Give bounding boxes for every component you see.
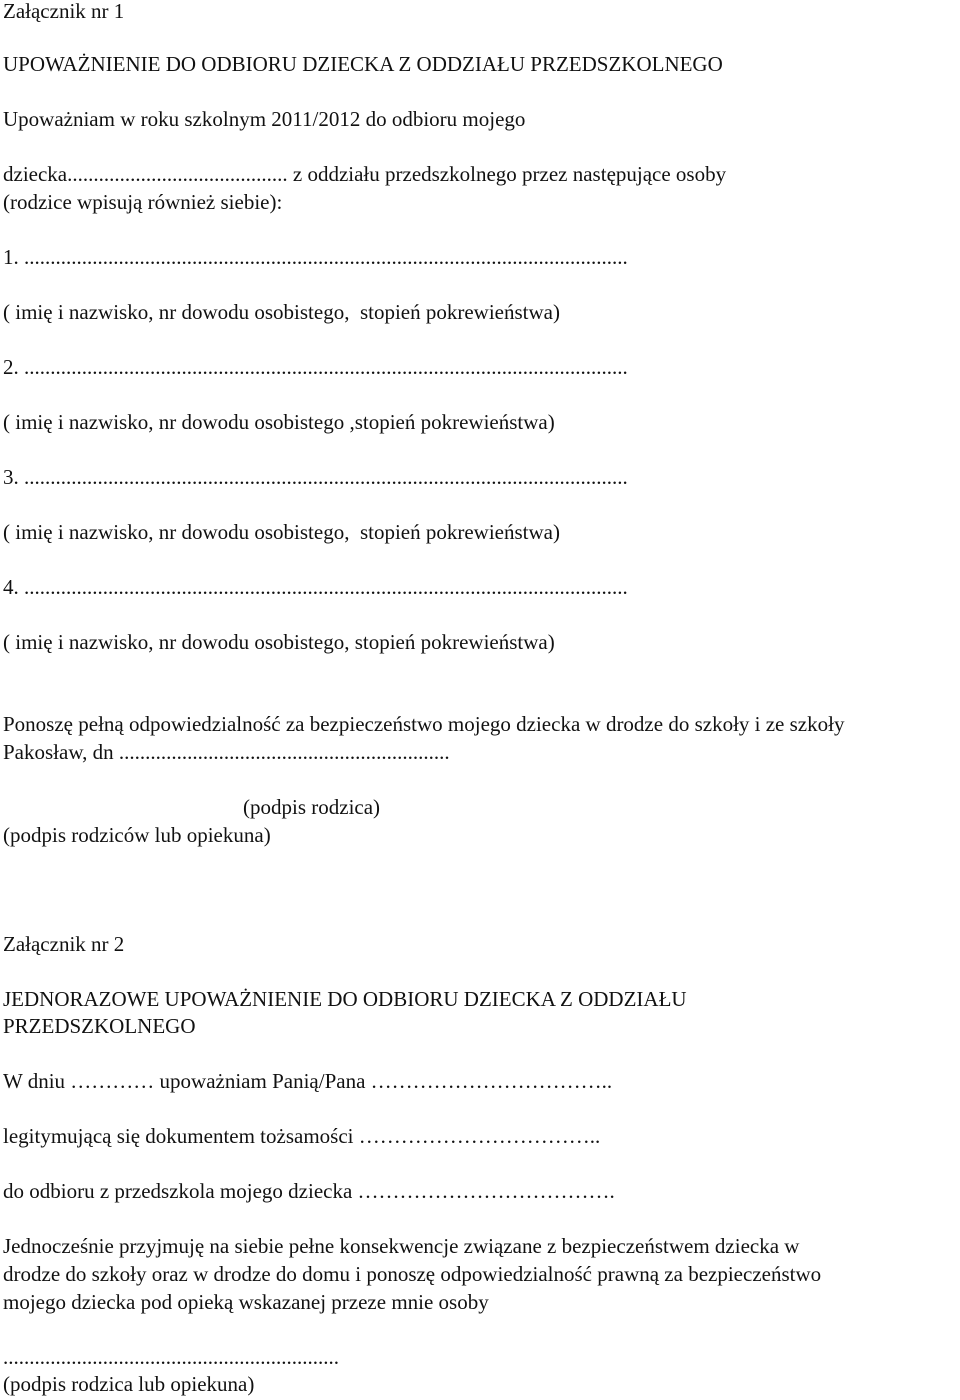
parents-signature-label: (podpis rodziców lub opiekuna) [3,823,271,847]
person-2-caption: ( imię i nazwisko, nr dowodu osobistego ,stopień pokrewieństwa) [3,410,555,434]
person-4-field: 4. ................................................................................................................... [3,575,628,599]
signature-dots: ................................................................ [3,1345,339,1369]
place-date-line: Pakosław, dn ............................................................... [3,740,450,764]
identity-document-line: legitymującą się dokumentem tożsamości …………………………….. [3,1124,601,1148]
person-3-field: 3. ................................................................................................................... [3,465,628,489]
person-2-field: 2. ................................................................................................................... [3,355,628,379]
annex1-heading: Załącznik nr 1 [3,0,125,23]
person-3-caption: ( imię i nazwisko, nr dowodu osobistego, stopień pokrewieństwa) [3,520,560,544]
annex1-title: UPOWAŻNIENIE DO ODBIORU DZIECKA Z ODDZIAŁU PRZEDSZKOLNEGO [3,52,723,76]
annex2-title-line2: PRZEDSZKOLNEGO [3,1014,196,1038]
annex1-intro-line2: dziecka.......................................... z oddziału przedszkolnego przez następujące osoby [3,162,727,186]
statement-line1: Jednocześnie przyjmuję na siebie pełne konsekwencje związane z bezpieczeństwem dziecka w [3,1234,800,1258]
person-1-caption: ( imię i nazwisko, nr dowodu osobistego, stopień pokrewieństwa) [3,300,560,324]
authorization-date-line: W dniu ………… upoważniam Panią/Pana …………………………….. [3,1069,613,1093]
responsibility-statement: Ponoszę pełną odpowiedzialność za bezpieczeństwo mojego dziecka w drodze do szkoły i ze szkoły [3,712,845,736]
person-4-caption: ( imię i nazwisko, nr dowodu osobistego, stopień pokrewieństwa) [3,630,555,654]
statement-line2: drodze do szkoły oraz w drodze do domu i ponoszę odpowiedzialność prawną za bezpieczeństwo [3,1262,822,1286]
child-pickup-line: do odbioru z przedszkola mojego dziecka ………………………………. [3,1179,615,1203]
annex1-intro-line1: Upoważniam w roku szkolnym 2011/2012 do odbioru mojego [3,107,526,131]
statement-line3: mojego dziecka pod opieką wskazanej przeze mnie osoby [3,1290,489,1314]
annex2-title-line1: JEDNORAZOWE UPOWAŻNIENIE DO ODBIORU DZIECKA Z ODDZIAŁU [3,987,687,1011]
parent-signature-label: (podpis rodzica) [243,795,381,819]
signature-label: (podpis rodzica lub opiekuna) [3,1372,255,1396]
person-1-field: 1. ................................................................................................................... [3,245,628,269]
annex1-intro-line3: (rodzice wpisują również siebie): [3,190,283,214]
annex2-heading: Załącznik nr 2 [3,932,125,956]
